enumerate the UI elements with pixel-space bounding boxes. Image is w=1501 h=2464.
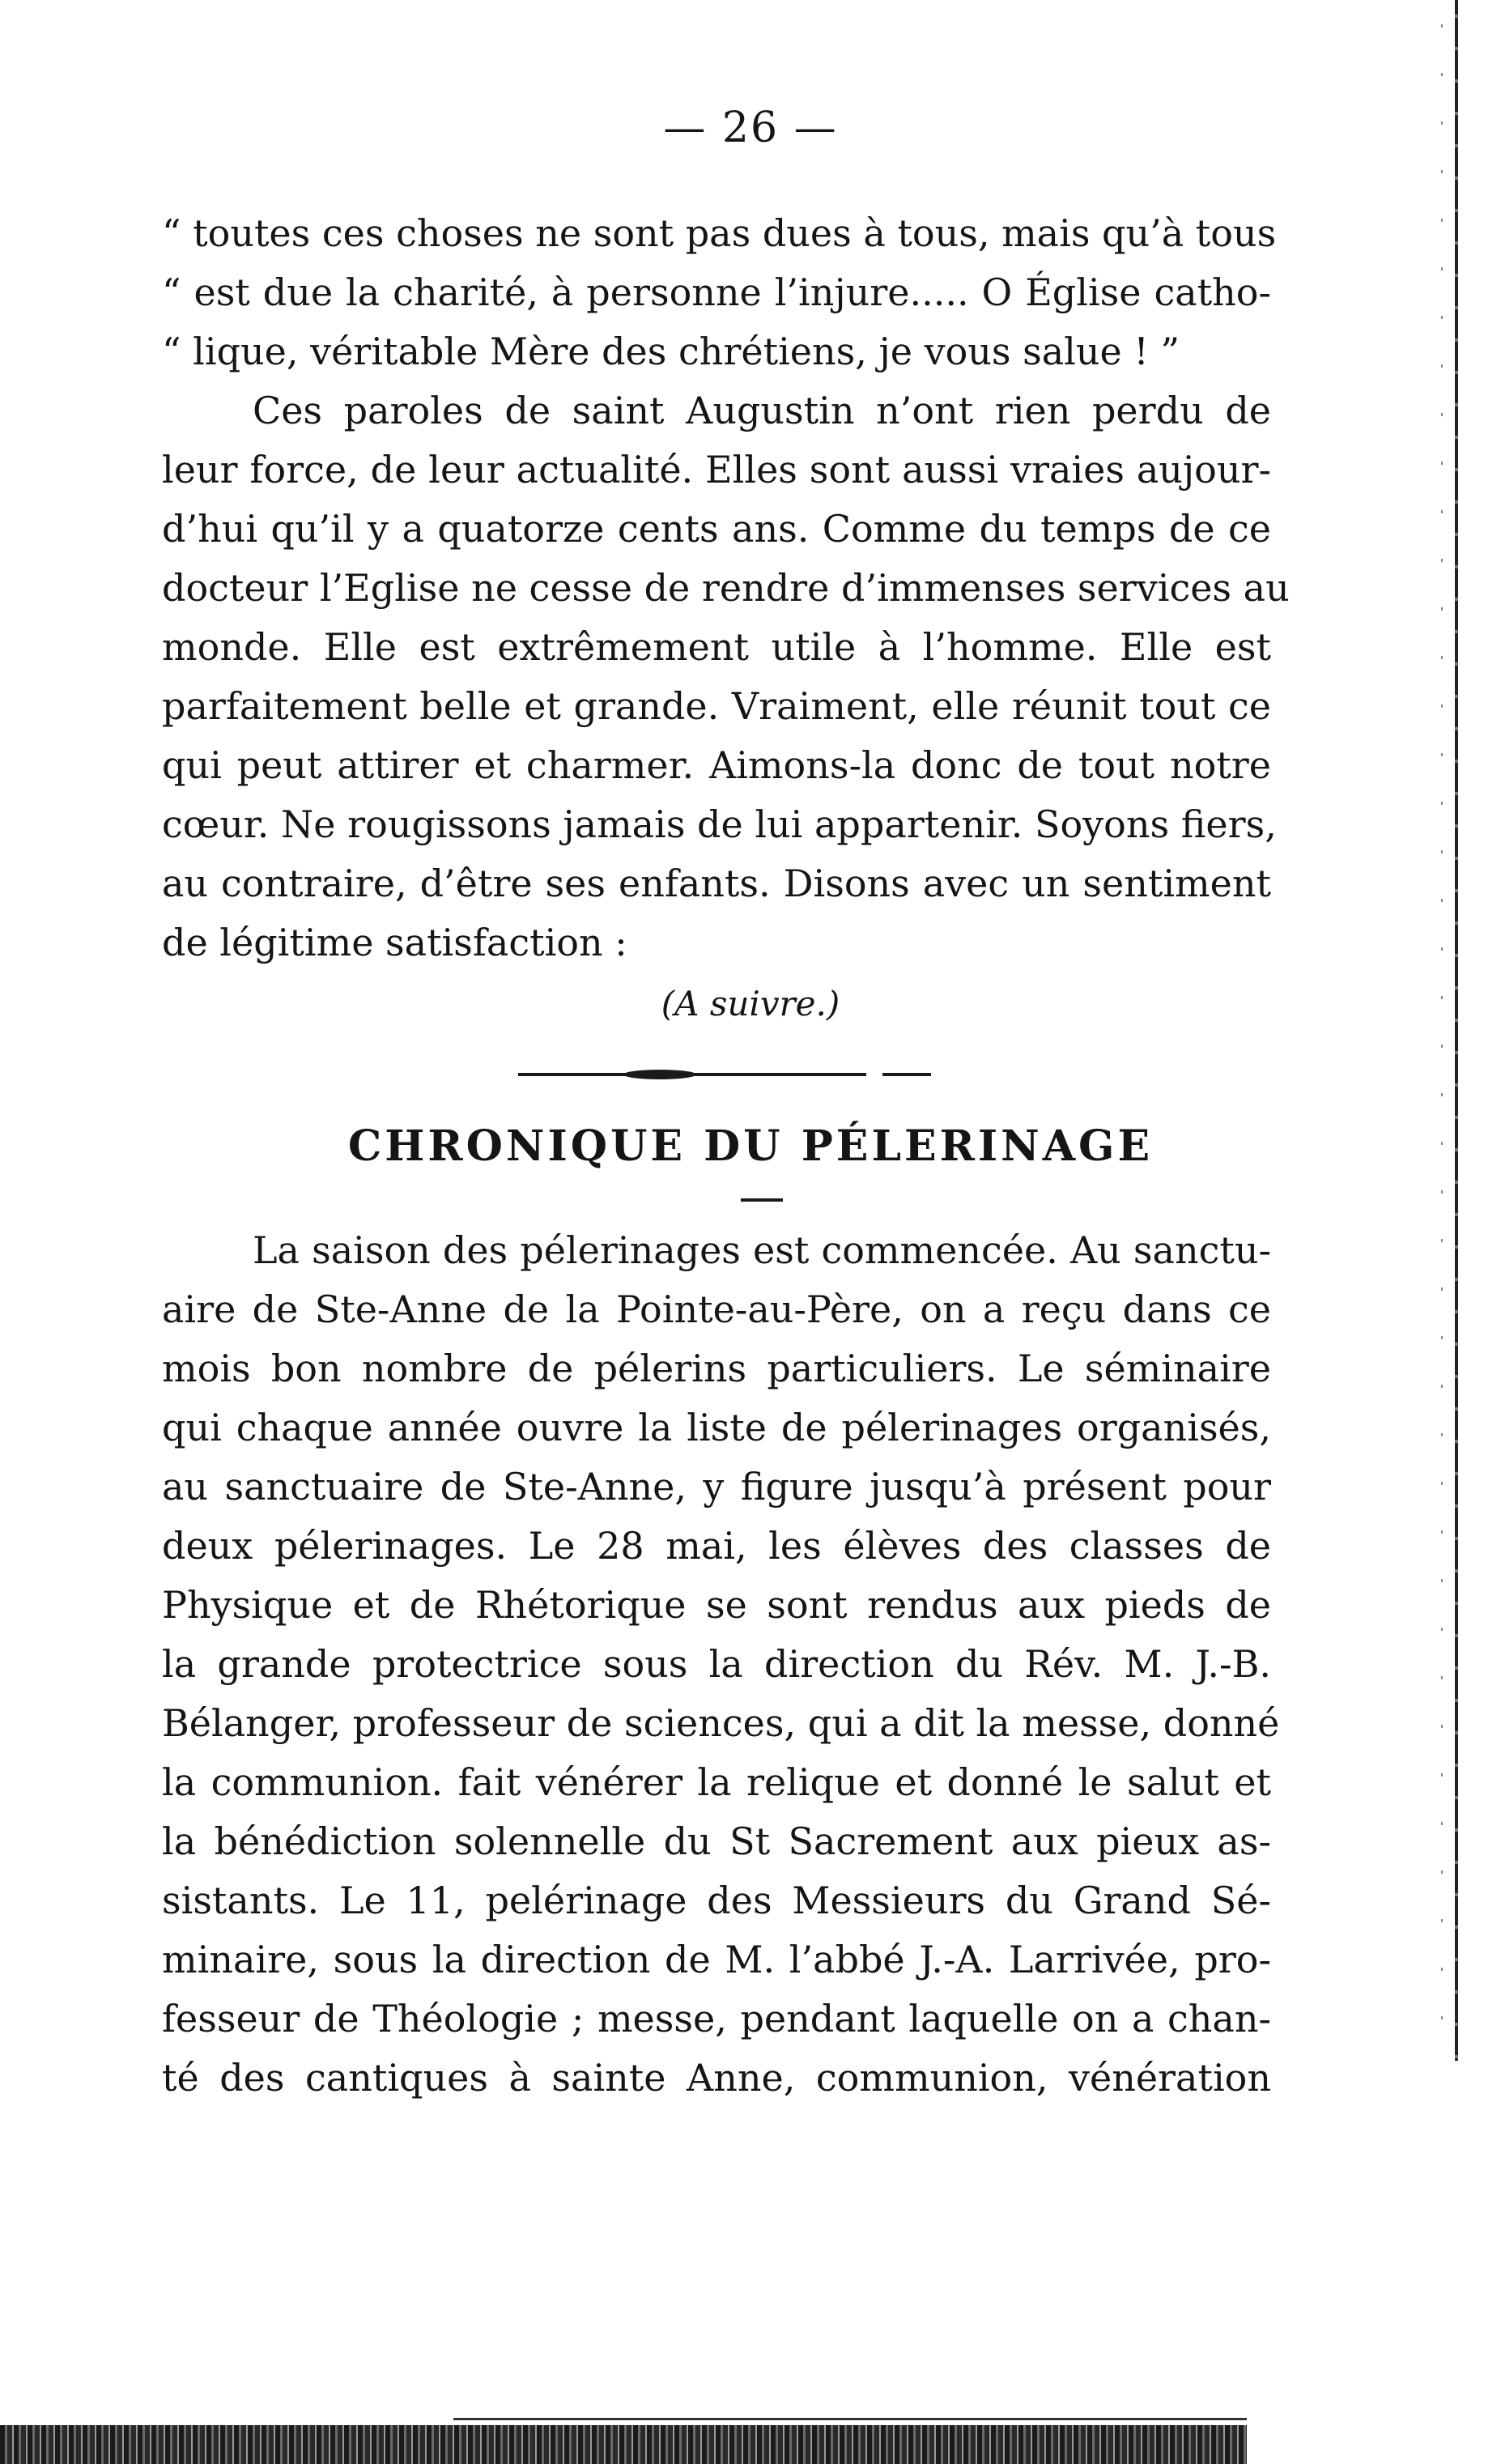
to-be-continued-note: (A suivre.) [661,984,840,1023]
text-line: la bénédiction solennelle du St Sacrement aux pieux as- [162,1819,1271,1863]
text-line: au sanctuaire de Ste-Anne, y figure jusqu’à présent pour [162,1465,1271,1509]
scan-edge-strip [0,2425,1247,2464]
text-line: Ces paroles de saint Augustin n’ont rien perdu de [253,389,1271,432]
text-line: mois bon nombre de pélerins particuliers. Le séminaire [162,1347,1271,1390]
text-line: fesseur de Théologie ; messe, pendant laquelle on a chan- [162,1997,1271,2041]
bottom-rule [453,2418,1247,2420]
text-line: aire de Ste-Anne de la Pointe-au-Père, on a reçu dans ce [162,1287,1271,1331]
text-line: parfaitement belle et grande. Vraiment, elle réunit tout ce [162,684,1271,728]
text-line: la communion. fait vénérer la relique et donné le salut et [162,1760,1271,1804]
binding-rule-faint [1441,0,1443,2061]
text-line: minaire, sous la direction de M. l’abbé J.-A. Larrivée, pro- [162,1938,1271,1981]
text-line: monde. Elle est extrêmement utile à l’homme. Elle est [162,625,1271,669]
binding-rule [1455,0,1458,2061]
page-edge-binding [1418,0,1501,2073]
text-line: la grande protectrice sous la direction du Rév. M. J.-B. [162,1642,1271,1686]
text-line: Bélanger, professeur de sciences, qui a dit la messe, donné [162,1701,1280,1745]
text-line: docteur l’Eglise ne cesse de rendre d’immenses services au [162,566,1290,610]
section-title: CHRONIQUE DU PÉLERINAGE [347,1121,1154,1171]
text-line: qui peut attirer et charmer. Aimons-la donc de tout notre [162,743,1271,787]
text-line: cœur. Ne rougissons jamais de lui appartenir. Soyons fiers, [162,802,1277,846]
text-line: deux pélerinages. Le 28 mai, les élèves des classes de [162,1524,1271,1568]
text-line: sistants. Le 11, pelérinage des Messieurs du Grand Sé- [162,1879,1271,1922]
page-number: — 26 — [663,104,838,152]
text-line: té des cantiques à sainte Anne, communion, vénération [162,2056,1271,2100]
text-line: de légitime satisfaction : [162,921,627,964]
text-line: “ lique, véritable Mère des chrétiens, je vous salue ! ” [162,330,1180,373]
text-line: La saison des pélerinages est commencée. Au sanctu- [253,1228,1271,1272]
text-line: qui chaque année ouvre la liste de pélerinages organisés, [162,1406,1271,1449]
text-line: d’hui qu’il y a quatorze cents ans. Comme du temps de ce [162,507,1271,551]
text-line: “ est due la charité, à personne l’injure..... O Église catho- [162,270,1271,314]
text-line: au contraire, d’être ses enfants. Disons avec un sentiment [162,862,1271,905]
title-underline-dash [741,1198,783,1202]
text-line: “ toutes ces choses ne sont pas dues à tous, mais qu’à tous [162,211,1277,255]
text-line: leur force, de leur actualité. Elles sont aussi vraies aujour- [162,448,1271,492]
text-line: Physique et de Rhétorique se sont rendus aux pieds de [162,1583,1271,1627]
section-divider-tail [882,1073,931,1076]
section-divider [518,1073,866,1076]
